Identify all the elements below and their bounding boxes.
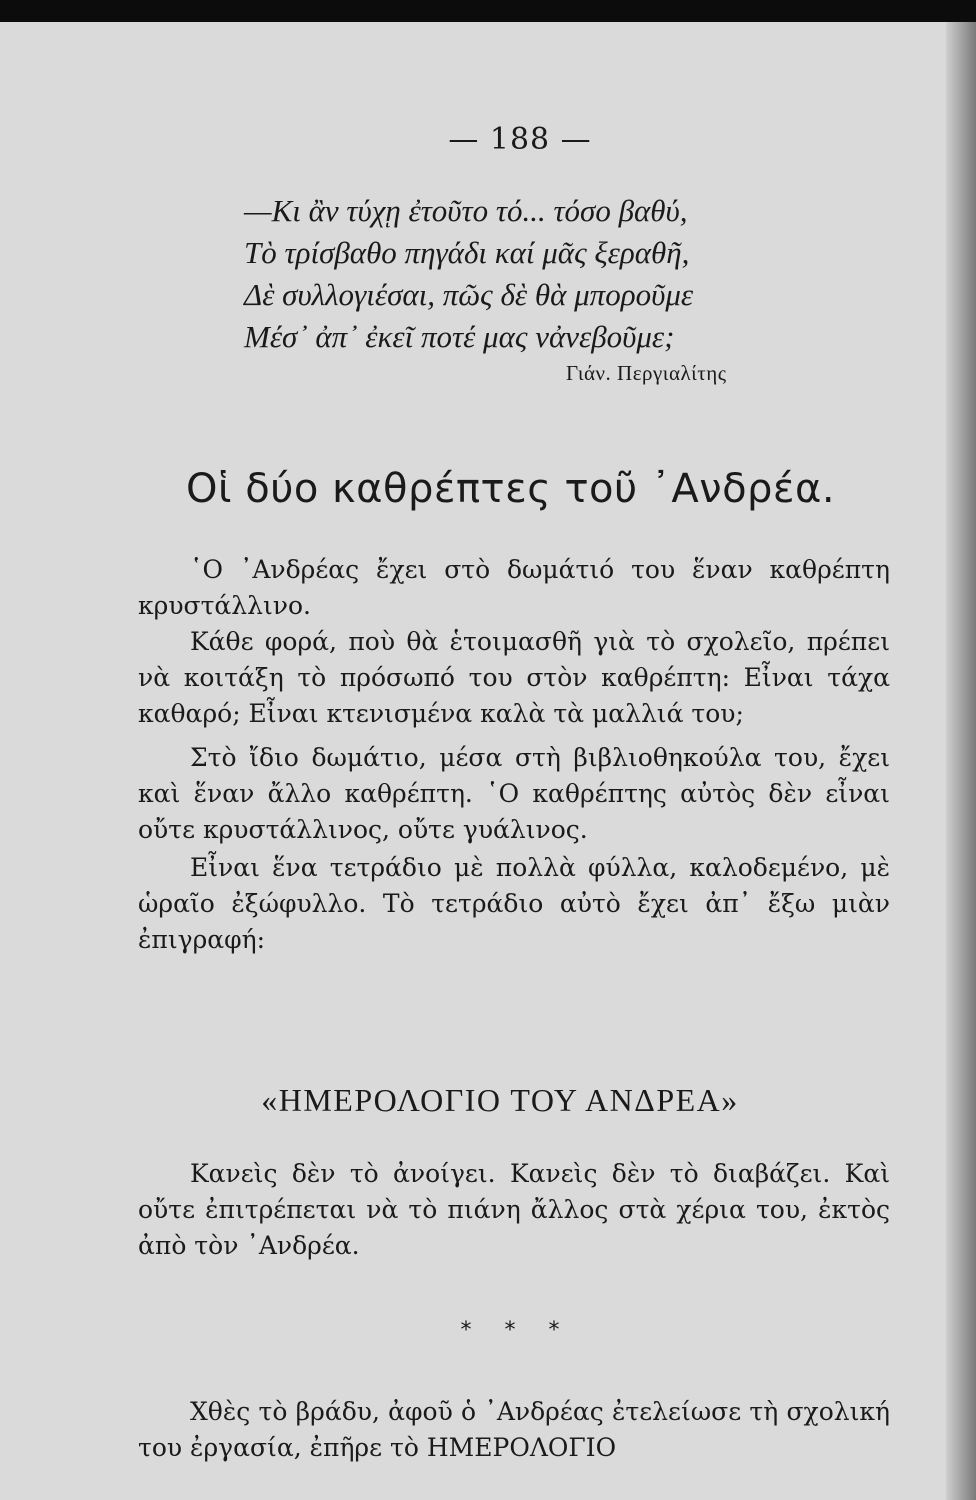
poem-line: Τὸ τρίσβαθο πηγάδι καί μᾶς ξεραθῆ, <box>244 235 690 270</box>
article-body-top <box>138 552 890 958</box>
article-body-bottom <box>138 1394 890 1466</box>
paragraph: Στὸ ἴδιο δωμάτιο, μέσα στὴ βιβλιοθηκούλα του, ἔχει καὶ ἕναν ἄλλο καθρέπτη. ῾Ο καθρέπτης αὐτὸς δὲν εἶναι οὔτε κρυστάλλινος, οὔτε γυάλινος. <box>138 743 890 844</box>
page-number: — 188 — <box>448 122 592 157</box>
poem-line: Μέσ᾽ ἀπ᾽ ἐκεῖ ποτέ μας νἀνεβοῦμε; <box>244 319 675 354</box>
paragraph: Κανεὶς δὲν τὸ ἀνοίγει. Κανεὶς δὲν τὸ διαβάζει. Καὶ οὔτε ἐπιτρέπεται νὰ τὸ πιάνη ἄλλος στὰ χέρια του, ἐκτὸς ἀπὸ τὸν ᾿Ανδρέα. <box>138 1159 890 1260</box>
paragraph: Κάθε φορά, ποὺ θὰ ἑτοιμασθῆ γιὰ τὸ σχολεῖο, πρέπει νὰ κοιτάξη τὸ πρόσωπό του στὸν καθρέπτη: Εἶναι τάχα καθαρό; Εἶναι κτενισμένα καλὰ τὰ μαλλιά του; <box>138 627 890 728</box>
poem-author: Γιάν. Περγιαλίτης <box>566 361 727 385</box>
article-title: Οἱ δύο καθρέπτες τοῦ ᾿Ανδρέα. <box>186 466 836 512</box>
scan-top-border <box>0 0 976 22</box>
section-separator: * * * <box>460 1318 560 1343</box>
paragraph: Εἶναι ἕνα τετράδιο μὲ πολλὰ φύλλα, καλοδεμένο, μὲ ὡραῖο ἐξώφυλλο. Τὸ τετράδιο αὐτὸ ἔχει ἀπ᾽ ἔξω μιὰν ἐπιγραφή: <box>138 853 890 954</box>
notebook-inscription: «ΗΜΕΡΟΛΟΓΙΟ ΤΟΥ ΑΝΔΡΕΑ» <box>261 1082 739 1118</box>
paragraph: Χθὲς τὸ βράδυ, ἀφοῦ ὁ ᾿Ανδρέας ἐτελείωσε τὴ σχολική του ἐργασία, ἐπῆρε τὸ ΗΜΕΡΟΛΟΓΙΟ <box>138 1397 890 1462</box>
poem-line: —Κι ἂν τύχῃ ἐτοῦτο τό... τόσο βαθύ, <box>244 193 688 228</box>
poem-stanza <box>244 190 693 358</box>
poem-line: Δὲ συλλογιέσαι, πῶς δὲ θὰ μποροῦμε <box>244 277 694 312</box>
scan-page-edge <box>946 22 976 1500</box>
article-body-mid <box>138 1156 890 1264</box>
paragraph: ῾Ο ᾿Ανδρέας ἔχει στὸ δωμάτιό του ἕναν καθρέπτη κρυστάλλινο. <box>138 555 890 620</box>
